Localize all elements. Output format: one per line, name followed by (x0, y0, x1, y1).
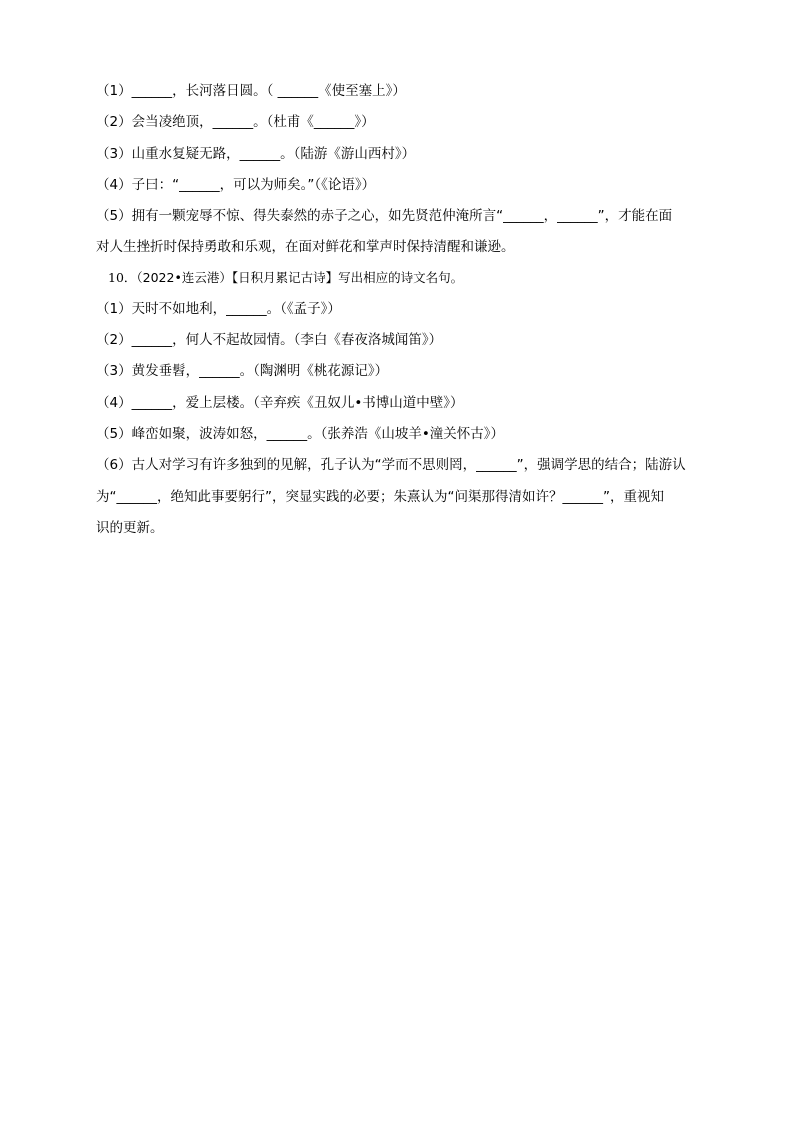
q10-item-1: （1）天时不如地利，______。（《孟子》） (96, 301, 341, 317)
q10-item-5: （5）峰峦如聚，波涛如怒，______。（张养浩《山坡羊•潼关怀古》） (96, 426, 505, 442)
q10-item-6: （6）古人对学习有许多独到的见解，孔子认为“学而不思则罔，______”，强调学思的结合；陆游认 (96, 457, 686, 473)
q10-item-6-continuation-1: 为“______，绝知此事要躬行”，突显实践的必要；朱熹认为“问渠那得清如许？______”，重视知 (96, 489, 664, 505)
question-instruction: 写出相应的诗文名句。 (338, 270, 464, 285)
item-4-line: （4）子曰：“______，可以为师矣。”（《论语》） (96, 177, 376, 193)
q10-item-4: （4）______，爱上层楼。（辛弃疾《丑奴儿•书博山道中壁》） (96, 395, 464, 411)
q10-item-6-continuation-2: 识的更新。 (96, 520, 164, 536)
item-2-line: （2）会当凌绝顶，______。（杜甫《______》） (96, 114, 375, 130)
item-1-line: （1）______，长河落日圆。（ ______《使至塞上》） (96, 83, 406, 99)
item-5-line: （5）拥有一颗宠辱不惊、得失泰然的赤子之心，如先贤范仲淹所言“______，______”，才能在面 (96, 208, 673, 224)
item-5-continuation: 对人生挫折时保持勇敢和乐观，在面对鲜花和掌声时保持清醒和谦逊。 (96, 239, 515, 255)
q10-item-2: （2）______，何人不起故园情。（李白《春夜洛城闻笛》） (96, 332, 443, 348)
question-source: （2022•连云港） (136, 270, 232, 285)
q10-item-3: （3）黄发垂髫，______。（陶渊明《桃花源记》） (96, 363, 389, 379)
item-3-line: （3）山重水复疑无路，______。（陆游《游山西村》） (96, 146, 416, 162)
question-number: 10． (108, 270, 137, 285)
question-tag: 【日积月累记古诗】 (231, 270, 339, 285)
question-10-header (108, 268, 463, 288)
